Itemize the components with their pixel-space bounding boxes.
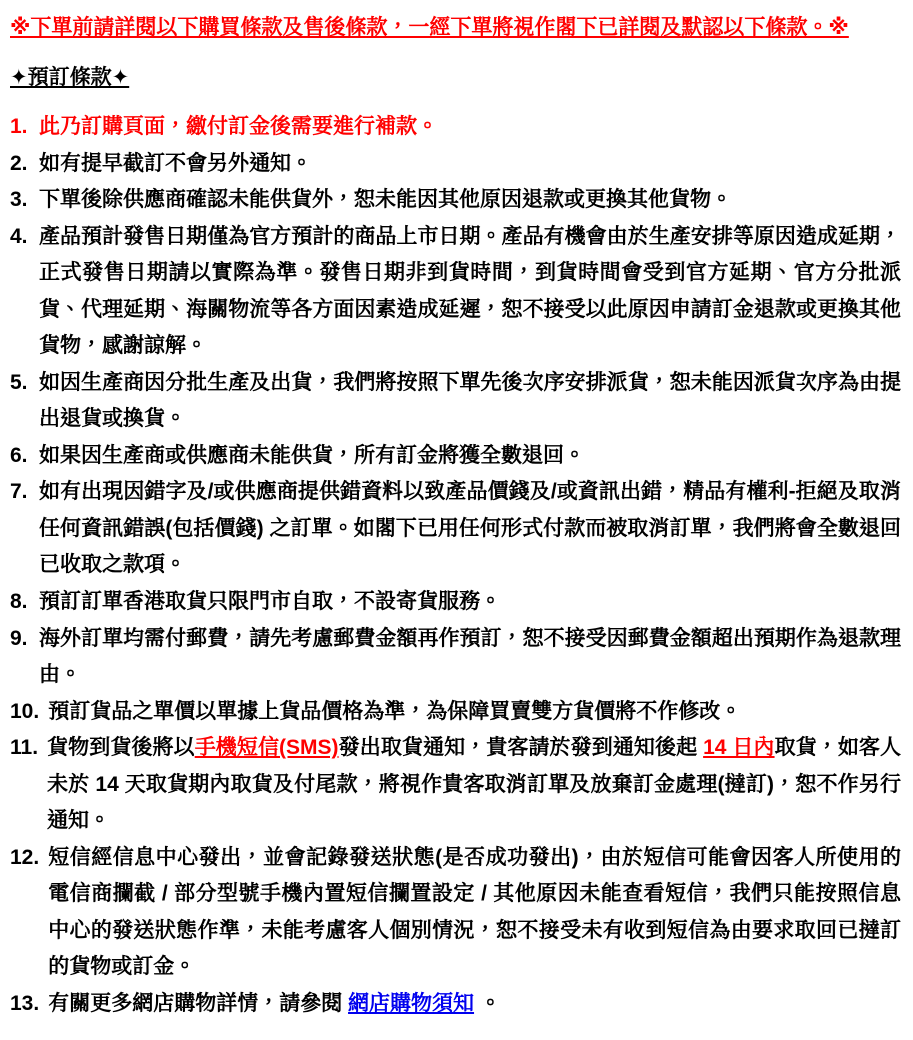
term-item: [10, 621, 901, 694]
term-text: [39, 219, 901, 365]
term-text: [39, 109, 901, 146]
term-text: [39, 621, 901, 694]
term-segment: 如果因生產商或供應商未能供貨，所有訂金將獲全數退回。: [39, 443, 585, 467]
section-title: ✦預訂條款✦: [10, 65, 130, 89]
term-item: [10, 840, 901, 986]
term-number: 13.: [10, 991, 40, 1015]
term-segment: 如因生產商因分批生產及出貨，我們將按照下單先後次序安排派貨，恕未能因派貨次序為由提出退貨或換貨。: [39, 370, 901, 431]
term-item: [10, 365, 901, 438]
term-text: [39, 146, 901, 183]
term-number: 8.: [10, 589, 28, 613]
term-text: [39, 474, 901, 584]
term-segment: 產品預計發售日期僅為官方預計的商品上市日期。產品有機會由於生產安排等原因造成延期，正式發售日期請以實際為準。發售日期非到貨時間，到貨時間會受到官方延期、官方分批派貨、代理延期、海關物流等各方面因素造成延遲，恕不接受以此原因申請訂金退款或更換其他貨物，感謝諒解。: [39, 224, 901, 358]
term-segment: 海外訂單均需付郵費，請先考慮郵費金額再作預訂，恕不接受因郵費金額超出預期作為退款理由。: [39, 626, 901, 687]
term-segment: 此乃訂購頁面，繳付訂金後需要進行補款。: [39, 115, 438, 139]
term-text: [39, 182, 901, 219]
term-item: [10, 109, 901, 146]
term-segment: 有關更多網店購物詳情，請參閱: [48, 991, 349, 1015]
term-segment: 預訂貨品之單價以單據上貨品價格為準，為保障買賣雙方貨價將不作修改。: [48, 699, 742, 723]
term-number: 7.: [10, 480, 28, 504]
term-number: 6.: [10, 443, 28, 467]
term-segment: 發出取貨通知，貴客請於發到通知後起: [338, 736, 704, 760]
term-segment: 貨物到貨後將以: [47, 736, 195, 760]
term-text: [47, 730, 901, 840]
term-item: [10, 182, 901, 219]
term-number: 11.: [10, 736, 39, 760]
term-number: 4.: [10, 224, 28, 248]
terms-list: [10, 109, 901, 1022]
term-text: [39, 438, 901, 475]
term-text: [39, 365, 901, 438]
section-title-wrap: [10, 60, 901, 110]
term-item: [10, 438, 901, 475]
term-number: 12.: [10, 845, 40, 869]
term-item: [10, 694, 901, 731]
term-segment: 如有出現因錯字及/或供應商提供錯資料以致產品價錢及/或資訊出錯，精品有權利-拒絕及取消任何資訊錯誤(包括價錢) 之訂單。如閣下已用任何形式付款而被取消訂單，我們將會全數退回已收取之款項。: [39, 480, 901, 577]
term-item: [10, 474, 901, 584]
term-item: [10, 986, 901, 1023]
deadline-emphasis: 14 日內: [703, 736, 775, 760]
term-segment: 短信經信息中心發出，並會記錄發送狀態(是否成功發出)，由於短信可能會因客人所使用的電信商攔截 / 部分型號手機內置短信攔置設定 / 其他原因未能查看短信，我們只能按照信息中心的發送狀態作準，未能考慮客人個別情況，恕不接受未有收到短信為由要求取回已撻訂的貨物或訂金。: [48, 845, 901, 979]
term-number: 5.: [10, 370, 28, 394]
term-item: [10, 730, 901, 840]
sms-emphasis: 手機短信(SMS): [194, 736, 339, 760]
term-item: [10, 146, 901, 183]
term-text: [48, 840, 901, 986]
term-number: 9.: [10, 626, 28, 650]
term-number: 2.: [10, 151, 28, 175]
term-text: [39, 584, 901, 621]
pre-order-warning-notice: ※下單前請詳閱以下購買條款及售後條款，一經下單將視作閣下已詳閱及默認以下條款。※: [10, 16, 849, 39]
term-segment: 取貨，如客人未於 14 天取貨期內取貨及付尾款，將視作貴客取消訂單及放棄訂金處理(撻訂)，恕不作另行通知。: [47, 736, 902, 833]
term-number: 3.: [10, 188, 28, 212]
term-number: 1.: [10, 115, 28, 139]
term-item: [10, 219, 901, 365]
term-segment: 預訂訂單香港取貨只限門市自取，不設寄貨服務。: [39, 589, 501, 613]
term-text: [48, 694, 901, 731]
shop-notice-link[interactable]: 網店購物須知: [348, 991, 475, 1015]
term-number: 10.: [10, 699, 40, 723]
term-segment: 下單後除供應商確認未能供貨外，恕未能因其他原因退款或更換其他貨物。: [39, 188, 732, 212]
term-text: [48, 986, 901, 1023]
term-segment: 。: [474, 991, 501, 1015]
term-segment: 如有提早截訂不會另外通知。: [39, 151, 312, 175]
term-item: [10, 584, 901, 621]
